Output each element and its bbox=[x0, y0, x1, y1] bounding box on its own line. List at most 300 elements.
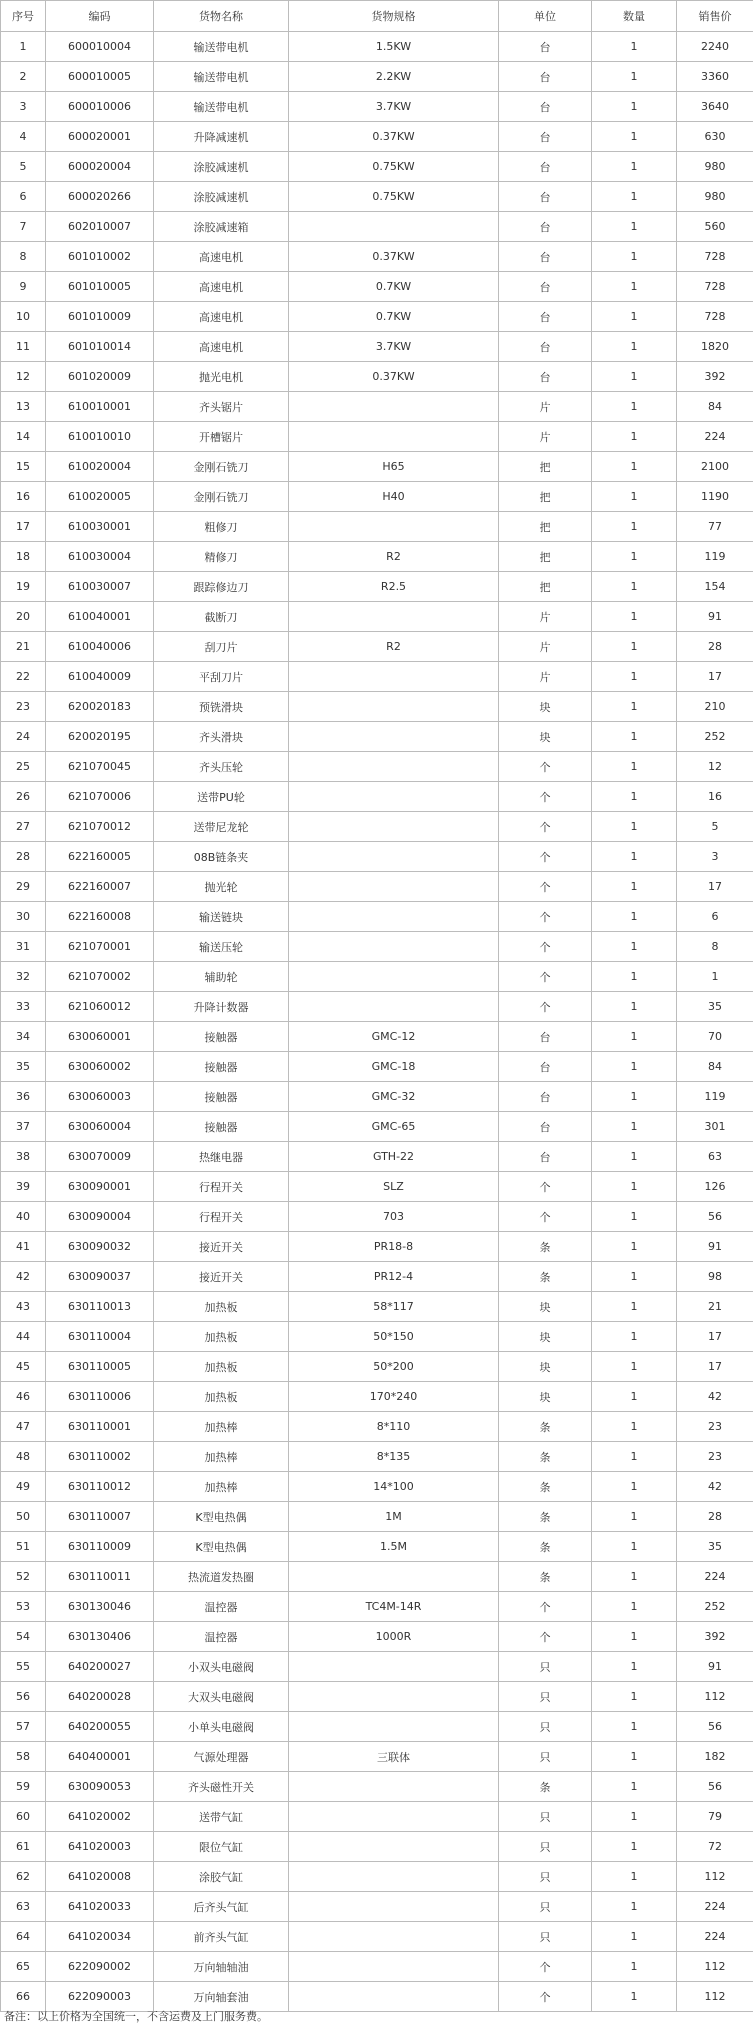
cell-unit: 只 bbox=[499, 1802, 592, 1832]
cell-code: 620020183 bbox=[46, 692, 154, 722]
cell-spec bbox=[289, 1952, 499, 1982]
cell-code: 610030001 bbox=[46, 512, 154, 542]
cell-price: 728 bbox=[677, 242, 753, 272]
cell-qty: 1 bbox=[592, 392, 677, 422]
cell-code: 630090004 bbox=[46, 1202, 154, 1232]
cell-price: 1820 bbox=[677, 332, 753, 362]
cell-index: 23 bbox=[1, 692, 46, 722]
cell-name: 金刚石铣刀 bbox=[154, 482, 289, 512]
cell-qty: 1 bbox=[592, 1712, 677, 1742]
cell-spec bbox=[289, 1892, 499, 1922]
cell-code: 640200055 bbox=[46, 1712, 154, 1742]
cell-name: 抛光轮 bbox=[154, 872, 289, 902]
cell-price: 392 bbox=[677, 362, 753, 392]
cell-unit: 把 bbox=[499, 482, 592, 512]
cell-qty: 1 bbox=[592, 242, 677, 272]
cell-index: 32 bbox=[1, 962, 46, 992]
cell-qty: 1 bbox=[592, 362, 677, 392]
cell-name: 行程开关 bbox=[154, 1172, 289, 1202]
table-row bbox=[1, 1082, 753, 1112]
cell-name: 抛光电机 bbox=[154, 362, 289, 392]
cell-unit: 台 bbox=[499, 1082, 592, 1112]
cell-index: 25 bbox=[1, 752, 46, 782]
cell-code: 641020008 bbox=[46, 1862, 154, 1892]
cell-price: 630 bbox=[677, 122, 753, 152]
cell-code: 630090001 bbox=[46, 1172, 154, 1202]
cell-code: 630110011 bbox=[46, 1562, 154, 1592]
cell-unit: 片 bbox=[499, 632, 592, 662]
cell-price: 72 bbox=[677, 1832, 753, 1862]
cell-name: 大双头电磁阀 bbox=[154, 1682, 289, 1712]
cell-code: 622160005 bbox=[46, 842, 154, 872]
table-row bbox=[1, 1652, 753, 1682]
cell-index: 26 bbox=[1, 782, 46, 812]
cell-qty: 1 bbox=[592, 1352, 677, 1382]
cell-spec bbox=[289, 752, 499, 782]
column-header: 编码 bbox=[46, 1, 154, 32]
cell-unit: 条 bbox=[499, 1562, 592, 1592]
cell-code: 600020266 bbox=[46, 182, 154, 212]
cell-price: 84 bbox=[677, 392, 753, 422]
cell-qty: 1 bbox=[592, 1982, 677, 2012]
cell-spec: 0.75KW bbox=[289, 152, 499, 182]
cell-index: 28 bbox=[1, 842, 46, 872]
cell-qty: 1 bbox=[592, 302, 677, 332]
cell-spec bbox=[289, 872, 499, 902]
cell-qty: 1 bbox=[592, 1172, 677, 1202]
table-row bbox=[1, 302, 753, 332]
cell-qty: 1 bbox=[592, 1052, 677, 1082]
cell-unit: 个 bbox=[499, 872, 592, 902]
cell-name: 加热板 bbox=[154, 1352, 289, 1382]
cell-code: 641020002 bbox=[46, 1802, 154, 1832]
cell-code: 630060001 bbox=[46, 1022, 154, 1052]
cell-index: 11 bbox=[1, 332, 46, 362]
cell-price: 70 bbox=[677, 1022, 753, 1052]
table-row bbox=[1, 1292, 753, 1322]
table-row bbox=[1, 662, 753, 692]
cell-unit: 块 bbox=[499, 692, 592, 722]
cell-price: 112 bbox=[677, 1862, 753, 1892]
table-row bbox=[1, 332, 753, 362]
cell-spec: 三联体 bbox=[289, 1742, 499, 1772]
cell-price: 1 bbox=[677, 962, 753, 992]
cell-unit: 台 bbox=[499, 302, 592, 332]
cell-unit: 块 bbox=[499, 1322, 592, 1352]
cell-unit: 个 bbox=[499, 992, 592, 1022]
cell-name: 热继电器 bbox=[154, 1142, 289, 1172]
cell-price: 210 bbox=[677, 692, 753, 722]
table-row bbox=[1, 1142, 753, 1172]
cell-price: 16 bbox=[677, 782, 753, 812]
cell-qty: 1 bbox=[592, 1862, 677, 1892]
cell-qty: 1 bbox=[592, 1472, 677, 1502]
cell-qty: 1 bbox=[592, 1292, 677, 1322]
cell-name: 齐头压轮 bbox=[154, 752, 289, 782]
cell-name: 高速电机 bbox=[154, 272, 289, 302]
cell-price: 79 bbox=[677, 1802, 753, 1832]
cell-unit: 只 bbox=[499, 1742, 592, 1772]
table-row bbox=[1, 962, 753, 992]
cell-name: 加热棒 bbox=[154, 1442, 289, 1472]
cell-name: 涂胶减速机 bbox=[154, 182, 289, 212]
cell-spec bbox=[289, 1562, 499, 1592]
cell-price: 3 bbox=[677, 842, 753, 872]
cell-spec: 0.37KW bbox=[289, 122, 499, 152]
cell-name: 送带PU轮 bbox=[154, 782, 289, 812]
cell-index: 3 bbox=[1, 92, 46, 122]
cell-spec bbox=[289, 782, 499, 812]
cell-price: 301 bbox=[677, 1112, 753, 1142]
cell-index: 47 bbox=[1, 1412, 46, 1442]
cell-code: 621070002 bbox=[46, 962, 154, 992]
cell-price: 23 bbox=[677, 1412, 753, 1442]
cell-name: 输送链块 bbox=[154, 902, 289, 932]
table-row bbox=[1, 1592, 753, 1622]
cell-code: 622090003 bbox=[46, 1982, 154, 2012]
cell-spec: 703 bbox=[289, 1202, 499, 1232]
cell-unit: 只 bbox=[499, 1712, 592, 1742]
cell-qty: 1 bbox=[592, 1112, 677, 1142]
column-header: 货物名称 bbox=[154, 1, 289, 32]
cell-qty: 1 bbox=[592, 1142, 677, 1172]
cell-spec bbox=[289, 512, 499, 542]
cell-price: 224 bbox=[677, 1892, 753, 1922]
cell-price: 2240 bbox=[677, 32, 753, 62]
cell-name: 小双头电磁阀 bbox=[154, 1652, 289, 1682]
cell-price: 112 bbox=[677, 1682, 753, 1712]
cell-price: 119 bbox=[677, 1082, 753, 1112]
column-header: 序号 bbox=[1, 1, 46, 32]
cell-unit: 台 bbox=[499, 182, 592, 212]
cell-index: 27 bbox=[1, 812, 46, 842]
cell-name: 限位气缸 bbox=[154, 1832, 289, 1862]
cell-code: 640400001 bbox=[46, 1742, 154, 1772]
cell-name: 接近开关 bbox=[154, 1232, 289, 1262]
cell-qty: 1 bbox=[592, 1682, 677, 1712]
cell-price: 91 bbox=[677, 602, 753, 632]
cell-spec bbox=[289, 662, 499, 692]
cell-index: 10 bbox=[1, 302, 46, 332]
cell-name: 升降减速机 bbox=[154, 122, 289, 152]
cell-name: 预铣滑块 bbox=[154, 692, 289, 722]
cell-index: 21 bbox=[1, 632, 46, 662]
cell-unit: 条 bbox=[499, 1262, 592, 1292]
cell-index: 36 bbox=[1, 1082, 46, 1112]
table-row bbox=[1, 1502, 753, 1532]
cell-name: 前齐头气缸 bbox=[154, 1922, 289, 1952]
cell-qty: 1 bbox=[592, 692, 677, 722]
cell-code: 621060012 bbox=[46, 992, 154, 1022]
cell-spec: 14*100 bbox=[289, 1472, 499, 1502]
cell-unit: 把 bbox=[499, 512, 592, 542]
cell-unit: 只 bbox=[499, 1652, 592, 1682]
cell-index: 12 bbox=[1, 362, 46, 392]
cell-spec bbox=[289, 1682, 499, 1712]
cell-price: 56 bbox=[677, 1772, 753, 1802]
cell-code: 630070009 bbox=[46, 1142, 154, 1172]
cell-name: 气源处理器 bbox=[154, 1742, 289, 1772]
column-header: 数量 bbox=[592, 1, 677, 32]
cell-code: 621070045 bbox=[46, 752, 154, 782]
cell-qty: 1 bbox=[592, 1772, 677, 1802]
table-row bbox=[1, 422, 753, 452]
cell-spec: 0.37KW bbox=[289, 362, 499, 392]
cell-unit: 条 bbox=[499, 1472, 592, 1502]
cell-name: 高速电机 bbox=[154, 242, 289, 272]
table-row bbox=[1, 722, 753, 752]
cell-name: 涂胶减速箱 bbox=[154, 212, 289, 242]
cell-code: 640200028 bbox=[46, 1682, 154, 1712]
cell-spec bbox=[289, 212, 499, 242]
cell-qty: 1 bbox=[592, 632, 677, 662]
cell-name: K型电热偶 bbox=[154, 1532, 289, 1562]
cell-qty: 1 bbox=[592, 542, 677, 572]
cell-spec bbox=[289, 812, 499, 842]
cell-spec: R2.5 bbox=[289, 572, 499, 602]
cell-unit: 个 bbox=[499, 1982, 592, 2012]
cell-qty: 1 bbox=[592, 1412, 677, 1442]
cell-qty: 1 bbox=[592, 1922, 677, 1952]
cell-unit: 只 bbox=[499, 1862, 592, 1892]
cell-price: 8 bbox=[677, 932, 753, 962]
cell-spec bbox=[289, 962, 499, 992]
cell-name: 平刮刀片 bbox=[154, 662, 289, 692]
cell-code: 630110001 bbox=[46, 1412, 154, 1442]
cell-spec bbox=[289, 902, 499, 932]
table-row bbox=[1, 1952, 753, 1982]
cell-unit: 把 bbox=[499, 572, 592, 602]
cell-index: 22 bbox=[1, 662, 46, 692]
cell-code: 630110005 bbox=[46, 1352, 154, 1382]
cell-unit: 条 bbox=[499, 1502, 592, 1532]
table-row bbox=[1, 1532, 753, 1562]
cell-price: 6 bbox=[677, 902, 753, 932]
cell-name: 辅助轮 bbox=[154, 962, 289, 992]
cell-spec: H65 bbox=[289, 452, 499, 482]
cell-index: 31 bbox=[1, 932, 46, 962]
cell-price: 112 bbox=[677, 1952, 753, 1982]
cell-spec bbox=[289, 1802, 499, 1832]
cell-qty: 1 bbox=[592, 1802, 677, 1832]
cell-qty: 1 bbox=[592, 1952, 677, 1982]
cell-code: 610040006 bbox=[46, 632, 154, 662]
cell-qty: 1 bbox=[592, 1322, 677, 1352]
table-row bbox=[1, 812, 753, 842]
cell-index: 2 bbox=[1, 62, 46, 92]
cell-index: 30 bbox=[1, 902, 46, 932]
cell-spec: 0.7KW bbox=[289, 302, 499, 332]
cell-name: 输送压轮 bbox=[154, 932, 289, 962]
cell-code: 630090053 bbox=[46, 1772, 154, 1802]
cell-qty: 1 bbox=[592, 332, 677, 362]
cell-unit: 块 bbox=[499, 1292, 592, 1322]
cell-spec bbox=[289, 722, 499, 752]
cell-code: 620020195 bbox=[46, 722, 154, 752]
cell-code: 600010006 bbox=[46, 92, 154, 122]
cell-index: 62 bbox=[1, 1862, 46, 1892]
cell-index: 6 bbox=[1, 182, 46, 212]
cell-name: 跟踪修边刀 bbox=[154, 572, 289, 602]
table-row bbox=[1, 512, 753, 542]
table-row bbox=[1, 62, 753, 92]
cell-unit: 只 bbox=[499, 1682, 592, 1712]
cell-qty: 1 bbox=[592, 1592, 677, 1622]
cell-code: 630130406 bbox=[46, 1622, 154, 1652]
table-row bbox=[1, 92, 753, 122]
cell-qty: 1 bbox=[592, 1532, 677, 1562]
cell-unit: 条 bbox=[499, 1232, 592, 1262]
cell-code: 602010007 bbox=[46, 212, 154, 242]
cell-qty: 1 bbox=[592, 722, 677, 752]
cell-code: 641020033 bbox=[46, 1892, 154, 1922]
cell-name: 加热板 bbox=[154, 1382, 289, 1412]
table-row bbox=[1, 1772, 753, 1802]
cell-index: 17 bbox=[1, 512, 46, 542]
table-row bbox=[1, 692, 753, 722]
cell-unit: 台 bbox=[499, 332, 592, 362]
cell-index: 9 bbox=[1, 272, 46, 302]
cell-qty: 1 bbox=[592, 1232, 677, 1262]
cell-name: 万向轴轴油 bbox=[154, 1952, 289, 1982]
cell-code: 641020034 bbox=[46, 1922, 154, 1952]
cell-price: 35 bbox=[677, 1532, 753, 1562]
cell-price: 224 bbox=[677, 1562, 753, 1592]
cell-code: 630110002 bbox=[46, 1442, 154, 1472]
cell-index: 34 bbox=[1, 1022, 46, 1052]
cell-index: 65 bbox=[1, 1952, 46, 1982]
cell-code: 601010005 bbox=[46, 272, 154, 302]
cell-qty: 1 bbox=[592, 602, 677, 632]
table-row bbox=[1, 1232, 753, 1262]
cell-qty: 1 bbox=[592, 752, 677, 782]
cell-name: 接触器 bbox=[154, 1022, 289, 1052]
table-row bbox=[1, 362, 753, 392]
cell-qty: 1 bbox=[592, 1022, 677, 1052]
cell-spec: 3.7KW bbox=[289, 332, 499, 362]
cell-unit: 台 bbox=[499, 1022, 592, 1052]
cell-name: 齐头滑块 bbox=[154, 722, 289, 752]
cell-index: 52 bbox=[1, 1562, 46, 1592]
table-row bbox=[1, 1622, 753, 1652]
cell-unit: 条 bbox=[499, 1412, 592, 1442]
cell-name: 小单头电磁阀 bbox=[154, 1712, 289, 1742]
cell-spec: R2 bbox=[289, 542, 499, 572]
cell-index: 43 bbox=[1, 1292, 46, 1322]
cell-name: 08B链条夹 bbox=[154, 842, 289, 872]
cell-index: 7 bbox=[1, 212, 46, 242]
cell-unit: 台 bbox=[499, 32, 592, 62]
cell-name: 输送带电机 bbox=[154, 32, 289, 62]
cell-price: 35 bbox=[677, 992, 753, 1022]
cell-code: 600010004 bbox=[46, 32, 154, 62]
cell-name: 截断刀 bbox=[154, 602, 289, 632]
cell-index: 33 bbox=[1, 992, 46, 1022]
cell-price: 3640 bbox=[677, 92, 753, 122]
cell-qty: 1 bbox=[592, 932, 677, 962]
table-row bbox=[1, 1442, 753, 1472]
cell-index: 54 bbox=[1, 1622, 46, 1652]
cell-name: 高速电机 bbox=[154, 332, 289, 362]
cell-spec: SLZ bbox=[289, 1172, 499, 1202]
cell-code: 630110004 bbox=[46, 1322, 154, 1352]
cell-index: 18 bbox=[1, 542, 46, 572]
cell-unit: 块 bbox=[499, 1352, 592, 1382]
cell-price: 21 bbox=[677, 1292, 753, 1322]
cell-name: 粗修刀 bbox=[154, 512, 289, 542]
cell-qty: 1 bbox=[592, 812, 677, 842]
cell-unit: 块 bbox=[499, 722, 592, 752]
cell-index: 64 bbox=[1, 1922, 46, 1952]
table-row bbox=[1, 632, 753, 662]
cell-name: 接触器 bbox=[154, 1082, 289, 1112]
table-row bbox=[1, 1382, 753, 1412]
cell-index: 29 bbox=[1, 872, 46, 902]
cell-spec: GMC-32 bbox=[289, 1082, 499, 1112]
header-row bbox=[1, 1, 753, 32]
cell-index: 59 bbox=[1, 1772, 46, 1802]
cell-index: 19 bbox=[1, 572, 46, 602]
cell-name: 温控器 bbox=[154, 1592, 289, 1622]
table-row bbox=[1, 182, 753, 212]
cell-price: 5 bbox=[677, 812, 753, 842]
cell-index: 61 bbox=[1, 1832, 46, 1862]
table-row bbox=[1, 272, 753, 302]
table-row bbox=[1, 1802, 753, 1832]
cell-qty: 1 bbox=[592, 32, 677, 62]
cell-unit: 条 bbox=[499, 1532, 592, 1562]
cell-code: 601010014 bbox=[46, 332, 154, 362]
cell-price: 42 bbox=[677, 1472, 753, 1502]
table-row bbox=[1, 602, 753, 632]
cell-spec: GMC-65 bbox=[289, 1112, 499, 1142]
table-row bbox=[1, 1892, 753, 1922]
cell-qty: 1 bbox=[592, 422, 677, 452]
cell-index: 53 bbox=[1, 1592, 46, 1622]
cell-unit: 只 bbox=[499, 1832, 592, 1862]
table-row bbox=[1, 782, 753, 812]
cell-price: 154 bbox=[677, 572, 753, 602]
cell-name: 涂胶气缸 bbox=[154, 1862, 289, 1892]
cell-code: 621070006 bbox=[46, 782, 154, 812]
cell-name: 输送带电机 bbox=[154, 92, 289, 122]
cell-unit: 台 bbox=[499, 362, 592, 392]
table-row bbox=[1, 482, 753, 512]
cell-name: 加热板 bbox=[154, 1292, 289, 1322]
cell-spec: PR12-4 bbox=[289, 1262, 499, 1292]
cell-index: 24 bbox=[1, 722, 46, 752]
table-row bbox=[1, 1412, 753, 1442]
cell-spec: GMC-12 bbox=[289, 1022, 499, 1052]
table-body bbox=[1, 32, 753, 2012]
cell-price: 252 bbox=[677, 1592, 753, 1622]
cell-index: 38 bbox=[1, 1142, 46, 1172]
cell-spec bbox=[289, 1772, 499, 1802]
cell-code: 630060003 bbox=[46, 1082, 154, 1112]
cell-unit: 个 bbox=[499, 1592, 592, 1622]
cell-unit: 把 bbox=[499, 452, 592, 482]
cell-index: 39 bbox=[1, 1172, 46, 1202]
cell-qty: 1 bbox=[592, 92, 677, 122]
cell-price: 119 bbox=[677, 542, 753, 572]
table-row bbox=[1, 1022, 753, 1052]
cell-name: 输送带电机 bbox=[154, 62, 289, 92]
cell-index: 40 bbox=[1, 1202, 46, 1232]
cell-qty: 1 bbox=[592, 842, 677, 872]
table-row bbox=[1, 32, 753, 62]
cell-code: 630110006 bbox=[46, 1382, 154, 1412]
cell-spec bbox=[289, 842, 499, 872]
